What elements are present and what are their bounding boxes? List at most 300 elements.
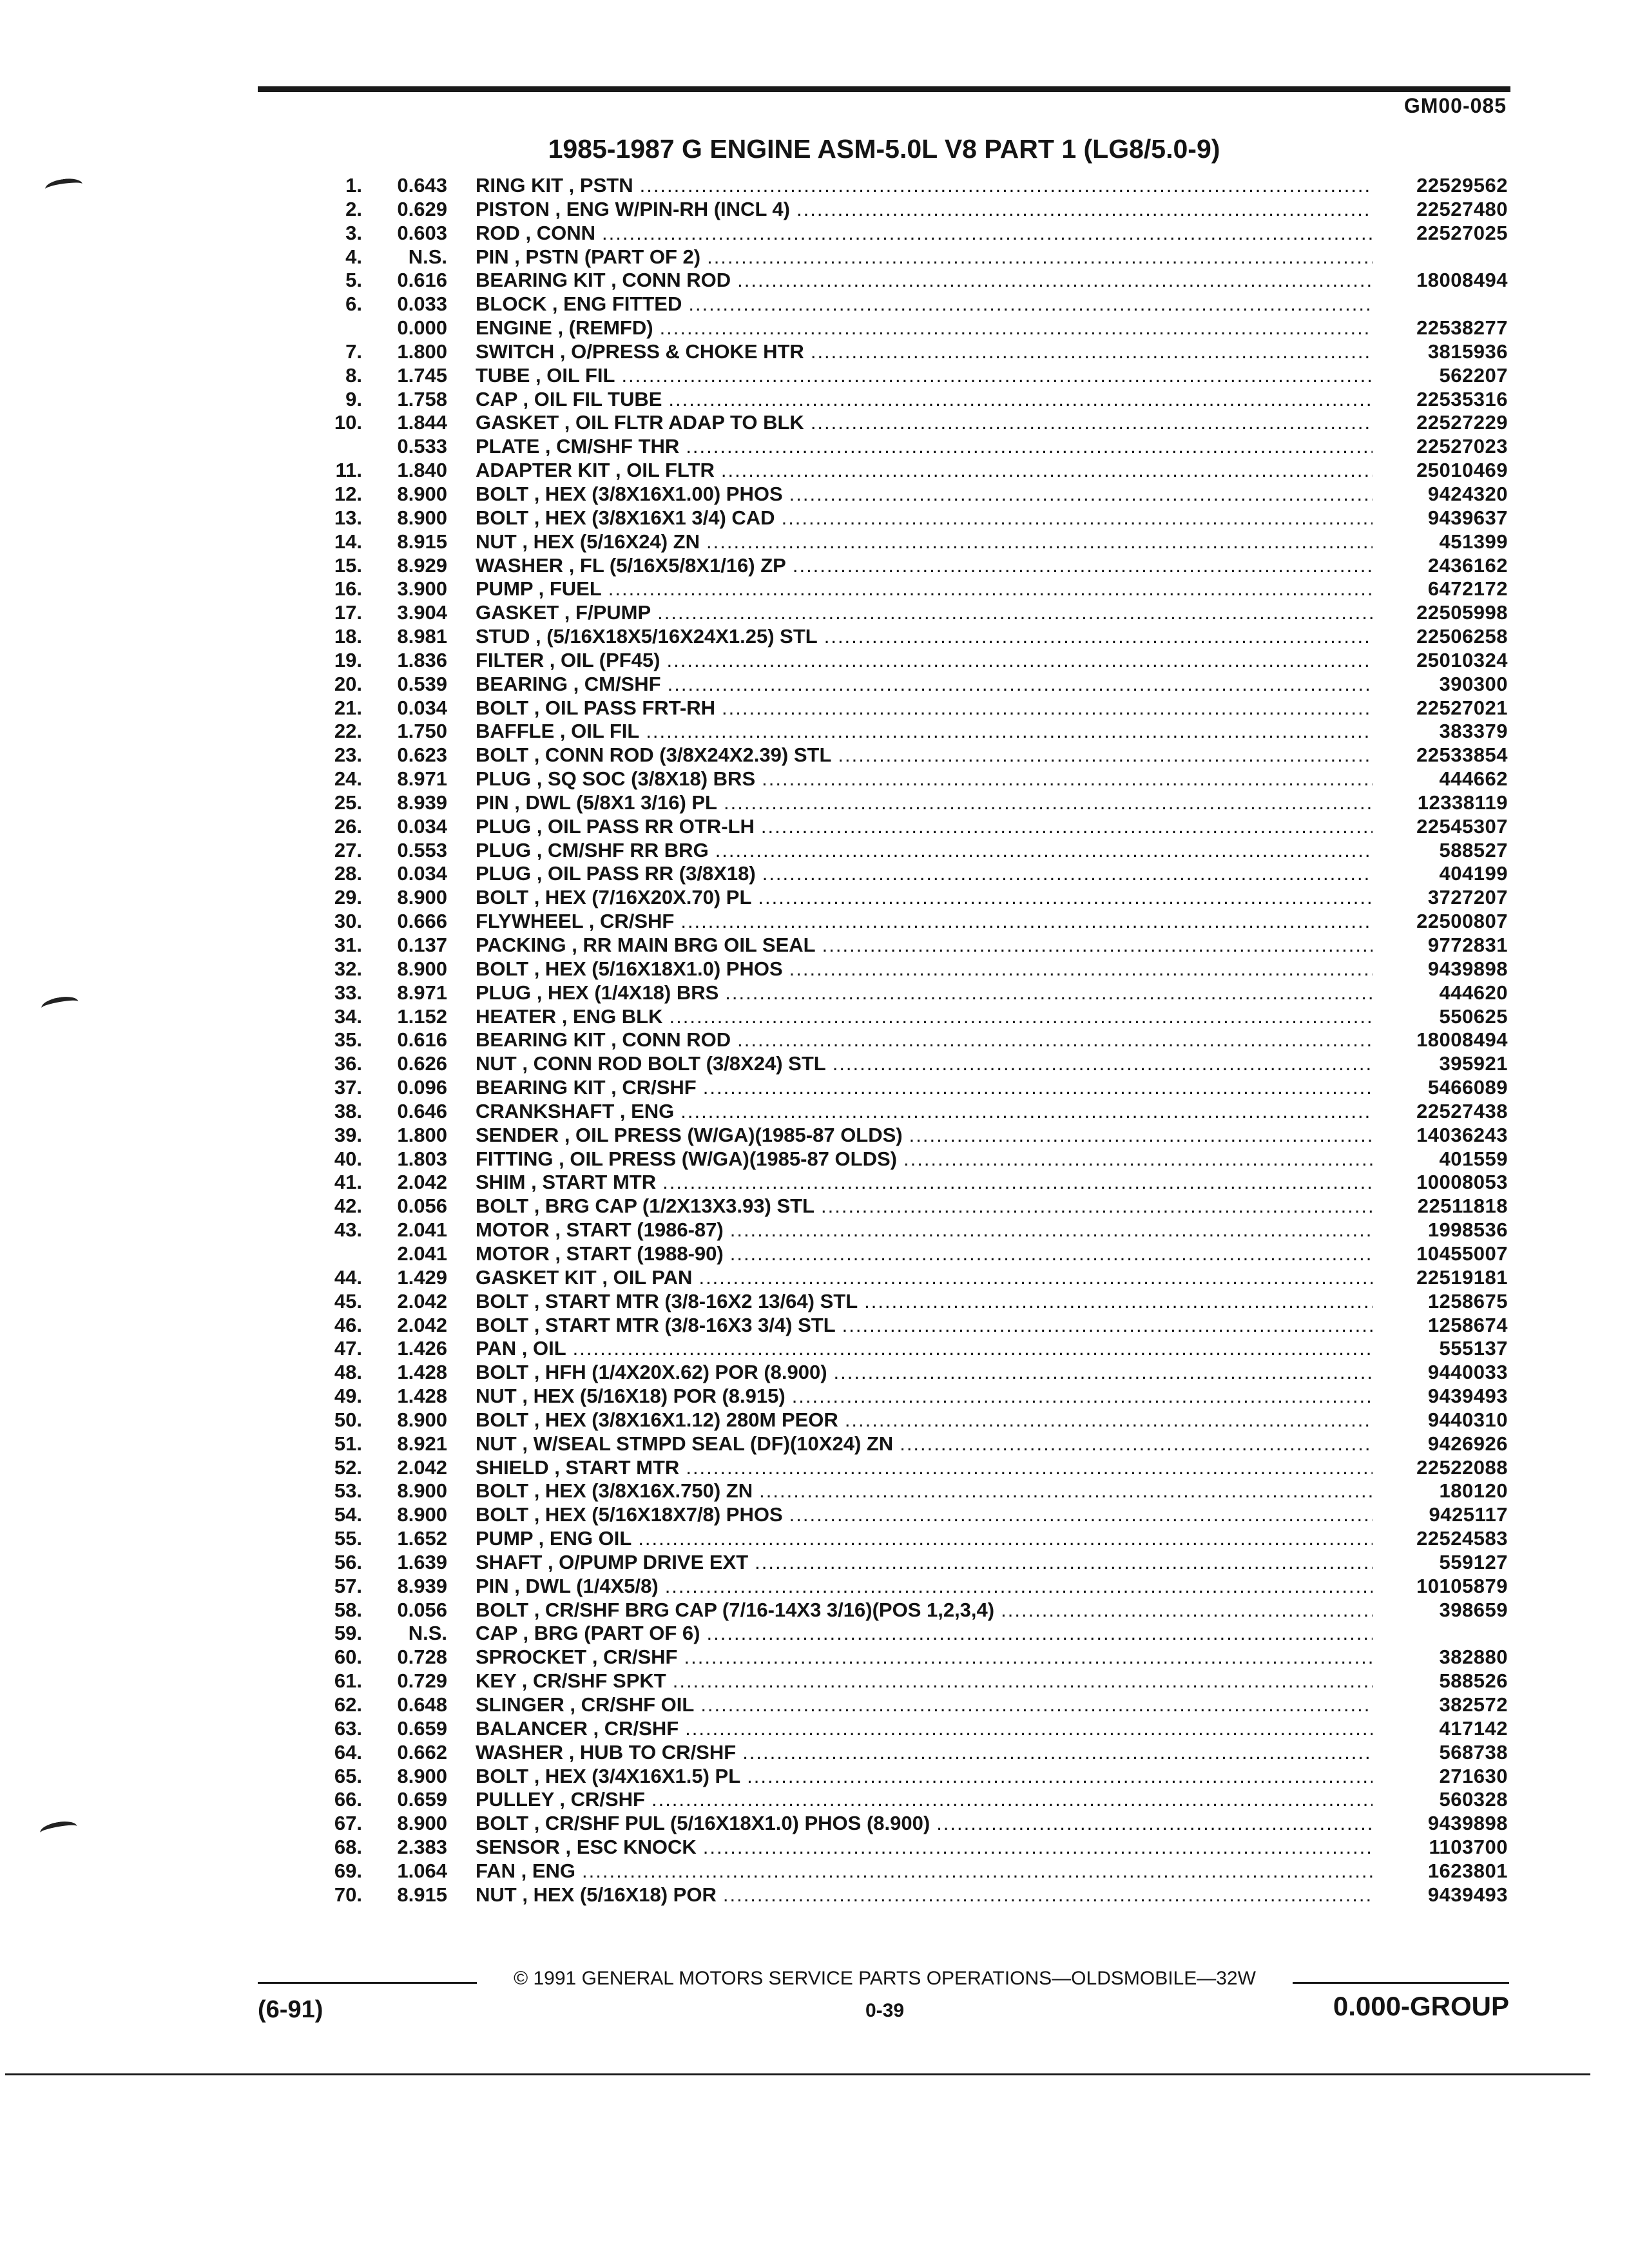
part-name: PLUG: [476, 767, 532, 791]
part-number: 22535316: [1416, 387, 1508, 410]
ref-number: 34.: [334, 1004, 362, 1028]
part-description: BOLT , HEX (5/16X18X1.0) PHOS .....: [476, 957, 1373, 981]
dot-leader: [703, 1836, 1373, 1860]
part-number: 1258675: [1427, 1289, 1508, 1312]
dot-leader: [668, 673, 1373, 697]
footer-rule-left: [258, 1982, 477, 1984]
ref-number: 13.: [334, 506, 362, 529]
dot-leader: [903, 1148, 1373, 1171]
part-number: 9439898: [1427, 1812, 1508, 1835]
parts-row: [303, 1765, 1508, 1789]
ref-number: 4.: [345, 245, 362, 268]
ref-number: 2.: [345, 197, 362, 220]
page-title: 1985-1987 G ENGINE ASM-5.0L V8 PART 1 (LG8/5.0-9): [548, 134, 1220, 164]
part-detail: HEX (5/16X18) POR: [533, 1883, 717, 1906]
part-description: BOLT , HEX (3/8X16X.750) ZN .....: [476, 1479, 1373, 1503]
part-description: SHIM , START MTR .....: [476, 1171, 1373, 1195]
parts-row: [303, 222, 1508, 245]
ref-number: 40.: [334, 1147, 362, 1170]
parts-row: [303, 411, 1508, 435]
part-number: 562207: [1439, 363, 1508, 387]
part-number: 9424320: [1427, 482, 1508, 505]
part-name: BOLT: [476, 506, 529, 529]
parts-list: [303, 174, 1508, 1907]
part-description: SLINGER , CR/SHF OIL .....: [476, 1693, 1373, 1717]
part-number: 588526: [1439, 1669, 1508, 1693]
ref-number: 8.: [345, 363, 362, 387]
part-detail: CONN ROD: [622, 1028, 731, 1052]
ref-number: 45.: [334, 1289, 362, 1312]
parts-row: [303, 1290, 1508, 1314]
part-number: 6472172: [1427, 577, 1508, 601]
part-number: 10455007: [1416, 1242, 1508, 1265]
group-number: 2.383: [397, 1836, 447, 1859]
part-detail: W/SEAL STMPD SEAL (DF)(10X24) ZN: [533, 1432, 894, 1455]
part-description: BOLT , HEX (3/8X16X1.12) 280M PEOR .....: [476, 1408, 1373, 1432]
part-name: BOLT: [476, 1313, 529, 1336]
dot-leader: [668, 388, 1373, 412]
part-name: SHIELD: [476, 1456, 549, 1479]
group-number: 1.152: [397, 1004, 447, 1028]
dot-leader: [900, 1432, 1373, 1456]
parts-row: [303, 1028, 1508, 1052]
dot-leader: [793, 554, 1373, 578]
part-detail: HEX (5/16X24) ZN: [533, 530, 700, 553]
part-detail: ESC KNOCK: [576, 1836, 697, 1859]
part-detail: SQ SOC (3/8X18) BRS: [547, 767, 756, 791]
part-detail: FUEL: [549, 577, 602, 601]
part-description: PLUG , SQ SOC (3/8X18) BRS .....: [476, 767, 1373, 791]
part-description: KEY , CR/SHF SPKT .....: [476, 1669, 1373, 1693]
part-name: PIN: [476, 791, 509, 814]
ref-number: 66.: [334, 1788, 362, 1811]
part-detail: OIL (PF45): [561, 648, 660, 671]
part-detail: HEX (3/8X16X1.12) 280M PEOR: [545, 1408, 838, 1431]
group-number: 1.429: [397, 1265, 447, 1289]
part-name: FILTER: [476, 648, 545, 671]
group-number: 0.000: [397, 316, 447, 340]
group-number: 2.041: [397, 1218, 447, 1242]
part-description: GASKET , OIL FLTR ADAP TO BLK .....: [476, 411, 1373, 435]
ref-number: 23.: [334, 744, 362, 767]
parts-row: [303, 767, 1508, 791]
parts-row: [303, 1218, 1508, 1242]
ref-number: 56.: [334, 1550, 362, 1573]
part-number: 22500807: [1416, 910, 1508, 933]
part-detail: CR/SHF: [604, 1716, 679, 1740]
part-number: 22527438: [1416, 1099, 1508, 1122]
ref-number: 58.: [334, 1598, 362, 1621]
group-number: 0.729: [397, 1669, 447, 1693]
dot-leader: [730, 1242, 1373, 1266]
group-number: 1.840: [397, 459, 447, 482]
part-number: 9439898: [1427, 957, 1508, 980]
group-number: 1.428: [397, 1385, 447, 1408]
part-name: FAN: [476, 1859, 516, 1882]
group-number: 1.652: [397, 1527, 447, 1550]
ref-number: 67.: [334, 1812, 362, 1835]
parts-row: [303, 1599, 1508, 1622]
binder-hole-mark: [39, 1819, 78, 1840]
part-number: 22522088: [1416, 1456, 1508, 1479]
part-description: BOLT , HFH (1/4X20X.62) POR (8.900) .....: [476, 1361, 1373, 1385]
part-number: 271630: [1439, 1764, 1508, 1787]
part-description: SPROCKET , CR/SHF .....: [476, 1646, 1373, 1669]
ref-number: 64.: [334, 1740, 362, 1763]
part-name: NUT: [476, 530, 517, 553]
part-detail: (5/16X18X5/16X24X1.25) STL: [546, 625, 818, 648]
part-description: STUD , (5/16X18X5/16X24X1.25) STL .....: [476, 625, 1373, 649]
parts-row: [303, 1124, 1508, 1148]
part-name: PLUG: [476, 838, 532, 861]
group-number: 3.904: [397, 601, 447, 624]
ref-number: 26.: [334, 814, 362, 838]
part-detail: CR/SHF SPKT: [533, 1669, 666, 1693]
part-number: 9772831: [1427, 934, 1508, 956]
group-number: 1.745: [397, 363, 447, 387]
ref-number: 7.: [345, 340, 362, 363]
dot-leader: [667, 649, 1373, 673]
part-description: PLUG , OIL PASS RR OTR-LH .....: [476, 815, 1373, 839]
dot-leader: [707, 1622, 1373, 1646]
part-description: TUBE , OIL FIL .....: [476, 364, 1373, 388]
ref-number: 47.: [334, 1337, 362, 1360]
part-number: 9439637: [1427, 506, 1508, 529]
dot-leader: [688, 293, 1373, 316]
parts-row: [303, 697, 1508, 720]
dot-leader: [747, 1765, 1373, 1789]
part-number: 22527025: [1416, 221, 1508, 244]
part-description: SHAFT , O/PUMP DRIVE EXT .....: [476, 1551, 1373, 1575]
parts-row: [303, 1860, 1508, 1883]
part-detail: START MTR (3/8-16X2 13/64) STL: [545, 1289, 858, 1312]
dot-leader: [703, 1076, 1373, 1100]
ref-number: 1.: [345, 174, 362, 197]
parts-row: [303, 245, 1508, 269]
ref-number: 70.: [334, 1883, 362, 1906]
part-name: BEARING KIT: [476, 1028, 606, 1052]
parts-row: [303, 1266, 1508, 1290]
part-description: PIN , PSTN (PART OF 2) .....: [476, 245, 1373, 269]
part-detail: PSTN: [579, 174, 633, 197]
part-name: NUT: [476, 1432, 517, 1455]
part-name: NUT: [476, 1883, 517, 1906]
part-number: 22506258: [1416, 625, 1508, 648]
dot-leader: [789, 957, 1373, 981]
part-name: NUT: [476, 1052, 517, 1075]
parts-row: [303, 1527, 1508, 1551]
dot-leader: [789, 483, 1373, 506]
part-detail: BRG CAP (1/2X13X3.93) STL: [545, 1195, 815, 1218]
group-number: 0.056: [397, 1598, 447, 1621]
part-name: PUMP: [476, 1527, 534, 1550]
group-number: 0.539: [397, 672, 447, 695]
part-detail: OIL FIL TUBE: [534, 387, 662, 410]
parts-row: [303, 1575, 1508, 1599]
part-name: PIN: [476, 1574, 509, 1597]
part-name: FLYWHEEL: [476, 910, 584, 933]
ref-number: 28.: [334, 862, 362, 885]
dot-leader: [602, 222, 1373, 245]
group-number: 3.900: [397, 577, 447, 601]
parts-row: [303, 1812, 1508, 1836]
ref-number: 10.: [334, 411, 362, 434]
part-description: SWITCH , O/PRESS & CHOKE HTR .....: [476, 340, 1373, 364]
dot-leader: [684, 1646, 1373, 1669]
ref-number: 6.: [345, 293, 362, 316]
part-detail: START MTR: [542, 1171, 657, 1194]
footer-group: 0.000-GROUP: [1333, 1991, 1509, 2021]
part-detail: HEX (1/4X18) BRS: [547, 981, 719, 1004]
part-description: RING KIT , PSTN .....: [476, 174, 1373, 198]
group-number: 8.939: [397, 1574, 447, 1597]
part-detail: CM/SHF: [584, 672, 661, 695]
part-number: 2436162: [1427, 553, 1508, 577]
parts-row: [303, 1432, 1508, 1456]
part-description: BOLT , HEX (3/8X16X1 3/4) CAD .....: [476, 506, 1373, 530]
part-detail: OIL FIL: [571, 720, 640, 743]
part-number: 398659: [1439, 1598, 1508, 1621]
part-name: CAP: [476, 387, 517, 410]
dot-leader: [782, 506, 1373, 530]
part-number: 395921: [1439, 1052, 1508, 1075]
part-detail: (REMFD): [568, 316, 653, 340]
ref-number: 54.: [334, 1503, 362, 1526]
dot-leader: [573, 1337, 1373, 1361]
dot-leader: [662, 1171, 1373, 1195]
parts-row: [303, 198, 1508, 222]
part-description: PACKING , RR MAIN BRG OIL SEAL .....: [476, 934, 1373, 957]
part-detail: HEX (5/16X18X7/8) PHOS: [545, 1503, 783, 1526]
dot-leader: [842, 1314, 1373, 1338]
part-detail: CONN ROD: [622, 269, 731, 292]
part-detail: CONN ROD BOLT (3/8X24) STL: [533, 1052, 826, 1075]
part-description: ENGINE , (REMFD) .....: [476, 316, 1373, 340]
part-name: BOLT: [476, 1598, 529, 1621]
parts-row: [303, 174, 1508, 198]
part-detail: PSTN (PART OF 2): [525, 245, 701, 268]
part-detail: OIL FLTR ADAP TO BLK: [575, 411, 804, 434]
dot-leader: [755, 1551, 1373, 1575]
part-description: CAP , BRG (PART OF 6) .....: [476, 1622, 1373, 1646]
part-description: GASKET , F/PUMP .....: [476, 601, 1373, 625]
ref-number: 42.: [334, 1195, 362, 1218]
parts-row: [303, 1052, 1508, 1076]
part-name: ADAPTER KIT: [476, 459, 610, 482]
group-number: 1.800: [397, 340, 447, 363]
parts-row: [303, 1005, 1508, 1029]
part-detail: CONN: [536, 221, 596, 244]
part-detail: RR MAIN BRG OIL SEAL: [583, 934, 816, 956]
part-number: 10008053: [1416, 1171, 1508, 1194]
dot-leader: [706, 530, 1373, 554]
part-number: 22527023: [1416, 435, 1508, 458]
part-name: STUD: [476, 625, 530, 648]
part-description: NUT , HEX (5/16X18) POR .....: [476, 1883, 1373, 1907]
group-number: 0.666: [397, 910, 447, 933]
parts-row: [303, 1883, 1508, 1907]
part-detail: ENG W/PIN-RH (INCL 4): [566, 197, 790, 220]
part-number: 5466089: [1427, 1076, 1508, 1099]
part-description: FLYWHEEL , CR/SHF .....: [476, 910, 1373, 934]
part-number: 22505998: [1416, 601, 1508, 624]
part-description: PUMP , FUEL .....: [476, 577, 1373, 601]
parts-row: [303, 839, 1508, 863]
group-number: 0.646: [397, 1099, 447, 1122]
part-detail: O/PUMP DRIVE EXT: [559, 1550, 749, 1573]
part-name: PIN: [476, 245, 509, 268]
parts-row: [303, 1646, 1508, 1669]
ref-number: 32.: [334, 957, 362, 980]
part-name: RING KIT: [476, 174, 564, 197]
ref-number: 16.: [334, 577, 362, 601]
part-detail: OIL PASS RR (3/8X18): [547, 862, 756, 885]
group-number: 8.900: [397, 1408, 447, 1431]
dot-leader: [715, 839, 1373, 863]
part-name: BOLT: [476, 482, 529, 505]
parts-row: [303, 910, 1508, 934]
part-number: 1998536: [1427, 1218, 1508, 1242]
group-number: 0.616: [397, 1028, 447, 1052]
part-number: 560328: [1439, 1788, 1508, 1811]
ref-number: 9.: [345, 387, 362, 410]
part-number: 568738: [1439, 1740, 1508, 1763]
part-description: MOTOR , START (1988-90) .....: [476, 1242, 1373, 1266]
part-description: FILTER , OIL (PF45) .....: [476, 649, 1373, 673]
parts-row: [303, 957, 1508, 981]
ref-number: 3.: [345, 221, 362, 244]
group-number: 0.629: [397, 197, 447, 220]
part-name: BOLT: [476, 744, 529, 767]
parts-row: [303, 862, 1508, 886]
parts-row: [303, 1100, 1508, 1124]
part-detail: HEX (7/16X20X.70) PL: [545, 886, 752, 909]
dot-leader: [725, 981, 1373, 1005]
part-name: CRANKSHAFT: [476, 1099, 615, 1122]
part-number: 3815936: [1427, 340, 1508, 363]
dot-leader: [759, 1479, 1373, 1503]
part-number: 9440033: [1427, 1361, 1508, 1384]
part-number: 417142: [1439, 1716, 1508, 1740]
part-description: PLATE , CM/SHF THR .....: [476, 435, 1373, 459]
group-number: 2.041: [397, 1242, 447, 1265]
group-number: 8.915: [397, 1883, 447, 1906]
group-number: 0.533: [397, 435, 447, 458]
part-detail: CR/SHF: [599, 910, 675, 933]
ref-number: 68.: [334, 1836, 362, 1859]
part-number: 1258674: [1427, 1313, 1508, 1336]
part-name: WASHER: [476, 1740, 564, 1763]
part-detail: HEX (5/16X18X1.0) PHOS: [545, 957, 783, 980]
part-detail: START MTR: [565, 1456, 680, 1479]
part-number: 22524583: [1416, 1527, 1508, 1550]
parts-row: [303, 459, 1508, 483]
part-description: BOLT , OIL PASS FRT-RH .....: [476, 697, 1373, 720]
parts-row: [303, 981, 1508, 1005]
group-number: 2.042: [397, 1456, 447, 1479]
group-number: 0.137: [397, 934, 447, 956]
ref-number: 52.: [334, 1456, 362, 1479]
part-description: FITTING , OIL PRESS (W/GA)(1985-87 OLDS) .....: [476, 1148, 1373, 1171]
part-detail: OIL PASS FRT-RH: [545, 696, 716, 719]
binder-hole-mark: [44, 177, 84, 197]
parts-row: [303, 1622, 1508, 1646]
parts-row: [303, 1717, 1508, 1741]
part-detail: BRG (PART OF 6): [534, 1622, 700, 1645]
parts-row: [303, 1195, 1508, 1218]
group-number: 1.803: [397, 1147, 447, 1170]
part-number: 559127: [1439, 1550, 1508, 1573]
part-name: PISTON: [476, 197, 550, 220]
parts-row: [303, 364, 1508, 388]
dot-leader: [789, 1503, 1373, 1527]
dot-leader: [833, 1052, 1373, 1076]
dot-leader: [657, 601, 1373, 625]
group-number: 0.648: [397, 1693, 447, 1716]
part-detail: OIL PAN: [613, 1265, 693, 1289]
dot-leader: [685, 1717, 1373, 1741]
part-detail: OIL: [533, 1337, 566, 1360]
part-description: BLOCK , ENG FITTED .....: [476, 293, 1373, 316]
part-description: BOLT , CONN ROD (3/8X24X2.39) STL .....: [476, 744, 1373, 767]
part-description: PLUG , CM/SHF RR BRG .....: [476, 839, 1373, 863]
part-description: NUT , HEX (5/16X18) POR (8.915) .....: [476, 1385, 1373, 1408]
part-detail: OIL PRESS (W/GA)(1985-87 OLDS): [570, 1147, 897, 1170]
part-name: SWITCH: [476, 340, 555, 363]
parts-row: [303, 577, 1508, 601]
group-number: 8.900: [397, 957, 447, 980]
group-number: 0.034: [397, 696, 447, 719]
footer-rule-right: [1293, 1982, 1509, 1984]
ref-number: 48.: [334, 1361, 362, 1384]
group-number: 8.971: [397, 981, 447, 1004]
parts-row: [303, 934, 1508, 957]
dot-leader: [608, 577, 1373, 601]
parts-row: [303, 1836, 1508, 1860]
ref-number: 27.: [334, 838, 362, 861]
part-detail: HUB TO CR/SHF: [579, 1740, 737, 1763]
part-description: BOLT , HEX (3/4X16X1.5) PL .....: [476, 1765, 1373, 1789]
group-number: 1.064: [397, 1859, 447, 1882]
part-detail: CR/SHF OIL: [581, 1693, 695, 1716]
parts-row: [303, 554, 1508, 578]
ref-number: 24.: [334, 767, 362, 791]
part-description: ADAPTER KIT , OIL FLTR .....: [476, 459, 1373, 483]
ref-number: 65.: [334, 1764, 362, 1787]
part-description: PIN , DWL (5/8X1 3/16) PL .....: [476, 791, 1373, 815]
ref-number: 57.: [334, 1574, 362, 1597]
part-detail: DWL (5/8X1 3/16) PL: [525, 791, 717, 814]
part-name: SENSOR: [476, 1836, 560, 1859]
group-number: 8.900: [397, 1764, 447, 1787]
part-name: BAFFLE: [476, 720, 555, 743]
part-number: 382880: [1439, 1646, 1508, 1669]
dot-leader: [834, 1361, 1373, 1385]
part-description: BEARING KIT , CR/SHF .....: [476, 1076, 1373, 1100]
part-description: PISTON , ENG W/PIN-RH (INCL 4) .....: [476, 198, 1373, 222]
dot-leader: [722, 697, 1373, 720]
dot-leader: [686, 435, 1373, 459]
dot-leader: [660, 316, 1373, 340]
group-number: 0.659: [397, 1788, 447, 1811]
ref-number: 46.: [334, 1313, 362, 1336]
part-detail: ENG: [532, 1859, 576, 1882]
dot-leader: [838, 744, 1373, 767]
part-name: SLINGER: [476, 1693, 564, 1716]
group-number: 8.929: [397, 553, 447, 577]
part-detail: HEX (5/16X18) POR (8.915): [533, 1385, 786, 1408]
parts-row: [303, 1242, 1508, 1266]
